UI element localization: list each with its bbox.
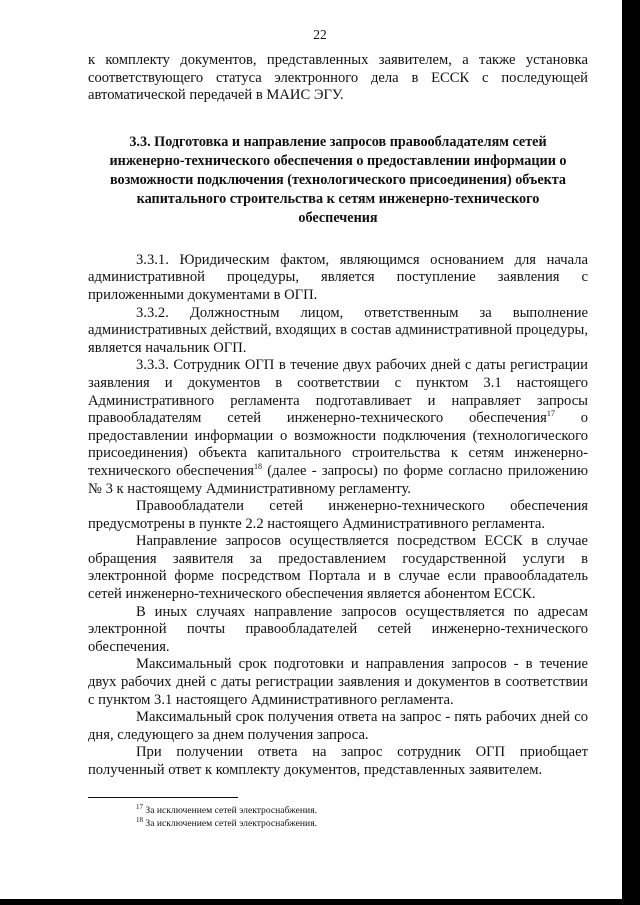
paragraph-3-3-1: 3.3.1. Юридическим фактом, являющимся основанием для начала административной процедуры, является поступление заявления с приложенными документами в ОГП.: [88, 251, 588, 303]
intro-paragraph: к комплекту документов, представленных заявителем, а также установка соответствующего статуса электронного дела в ЕССК с последующей автоматической передачей в МАИС ЭГУ.: [88, 52, 588, 104]
paragraph-3-3-3-text-3: (далее - запросы) по форме согласно приложению № 3 к настоящему Административному регламенту.: [88, 462, 588, 497]
footnote-ref-18: 18: [254, 462, 263, 472]
section-heading: 3.3. Подготовка и направление запросов правообладателям сетей инженерно-технического обеспечения о предоставлении информации о возможности подключения (технологического присоединения) объекта капитального строительства к сетям инженерно-технического обеспечения: [109, 133, 567, 226]
footnote-ref-17: 17: [546, 409, 555, 419]
paragraph-max-preparation: Максимальный срок подготовки и направления запросов - в течение двух рабочих дней с даты регистрации заявления и документов в соответствии с пунктом 3.1 настоящего Административного регламента.: [88, 656, 588, 708]
page-edge-right: [622, 0, 640, 905]
paragraph-3-3-3-text-1: 3.3.3. Сотрудник ОГП в течение двух рабочих дней с даты регистрации заявления и документов в соответствии с пунктом 3.1 настоящего Административного регламента подготавливает и направляет запросы правообладателям сетей инженерно-технического обеспечения: [88, 357, 588, 427]
footnote-number: 18: [136, 815, 143, 824]
document-body: [88, 52, 588, 780]
footnote-18: [136, 817, 317, 830]
paragraph-max-response: Максимальный срок получения ответа на запрос - пять рабочих дней со дня, следующего за днем получения запроса.: [88, 709, 588, 743]
paragraph-email: В иных случаях направление запросов осуществляется по адресам электронной почты правообладателей сетей инженерно-технического обеспечения.: [88, 603, 588, 655]
paragraph-essk: Направление запросов осуществляется посредством ЕССК в случае обращения заявителя за предоставлением государственной услуги в электронной форме посредством Портала и в случае если правообладатель сетей инженерно-технического обеспечения является абонентом ЕССК.: [88, 533, 588, 603]
footnote-text: За исключением сетей электроснабжения.: [145, 818, 318, 829]
paragraph-3-3-2: 3.3.2. Должностным лицом, ответственным за выполнение административных действий, входящих в состав административной процедуры, является начальник ОГП.: [88, 304, 588, 356]
page-edge-bottom: [0, 899, 640, 905]
footnote-text: За исключением сетей электроснабжения.: [145, 805, 318, 816]
paragraph-attach: При получении ответа на запрос сотрудник ОГП приобщает полученный ответ к комплекту документов, представленных заявителем.: [88, 744, 588, 778]
footnote-number: 17: [136, 802, 143, 811]
footnote-divider: [88, 797, 238, 798]
paragraph-3-3-3-text-2: о предоставлении информации о возможности подключения (технологического присоединения) объекта капитального строительства к сетям инженерно-технического обеспечения: [88, 410, 588, 479]
paragraph-holders: Правообладатели сетей инженерно-технического обеспечения предусмотрены в пункте 2.2 настоящего Административного регламента.: [88, 498, 588, 532]
footnote-17: [136, 804, 317, 817]
page-number: 22: [313, 27, 327, 42]
paragraph-3-3-3: [88, 357, 588, 498]
footnotes: [136, 804, 317, 830]
